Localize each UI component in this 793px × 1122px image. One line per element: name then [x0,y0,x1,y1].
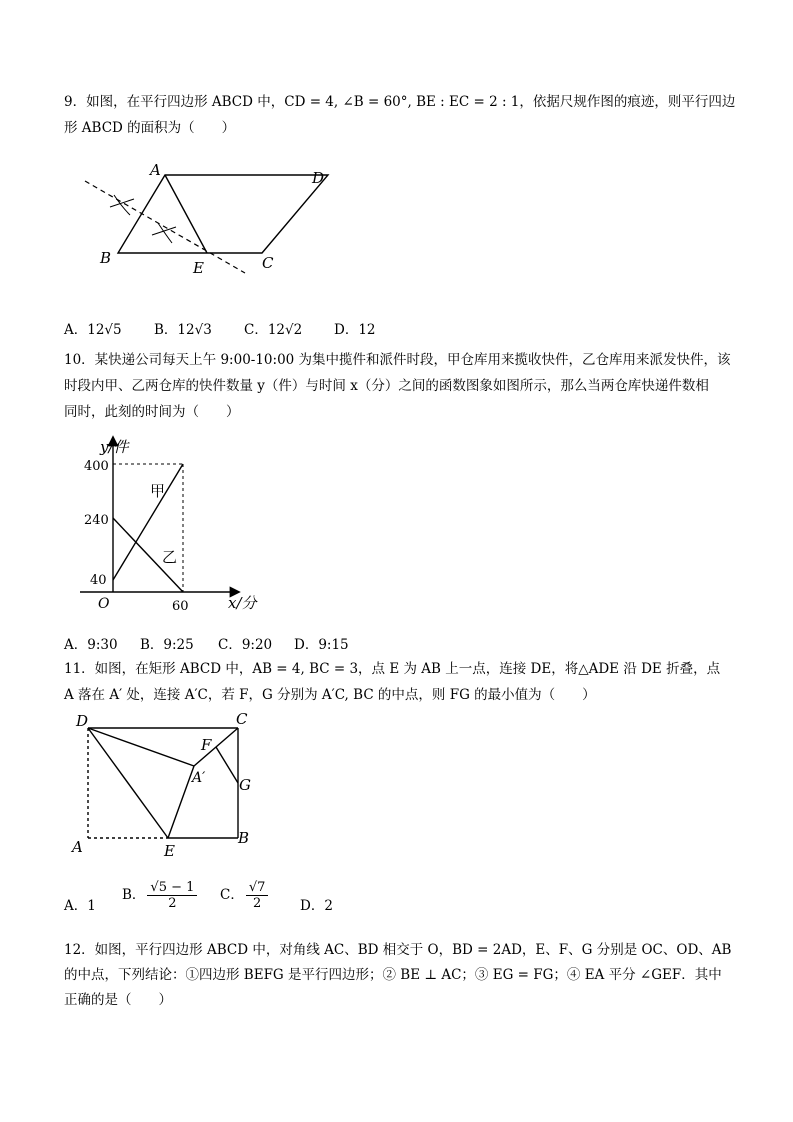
q9-text-line2: 形 ABCD 的面积为（ ） [64,120,236,136]
label-b: B [100,249,112,267]
q10-function-graph [70,430,270,620]
q11-option-d[interactable]: D．2 [300,898,333,914]
tick-240: 240 [84,513,109,528]
parallelogram-abcd [118,175,328,253]
arc-mark-1 [110,195,134,215]
q9-option-a[interactable]: A．12√5 [64,322,122,338]
q11-text-line2: A 落在 A′ 处，连接 A′C，若 F，G 分别为 A′C, BC 的中点，则 FG 的最小值为（ ） [64,687,596,703]
series-yi-label: 乙 [162,548,178,566]
q11-option-b[interactable] [122,880,199,911]
label-a-prime: A′ [192,770,206,786]
y-axis-label: y/件 [100,438,129,456]
fraction-numerator: √5 − 1 [147,880,197,896]
q12-text-line1: 12．如图，平行四边形 ABCD 中，对角线 AC、BD 相交于 O，BD = 2AD，E、F、G 分别是 OC、OD、AB [64,942,732,958]
fraction-denominator: 2 [252,896,262,911]
q9-option-b[interactable]: B．12√3 [154,322,212,338]
q11-rectangle-figure [66,708,266,863]
label-g: G [239,776,251,794]
q11-text-line1: 11．如图，在矩形 ABCD 中，AB = 4, BC = 3，点 E 为 AB 上一点，连接 DE，将△ADE 沿 DE 折叠，点 [64,661,721,677]
q9-option-c[interactable]: C．12√2 [244,322,303,338]
x-axis-label: x/分 [228,594,257,612]
q11-option-b-prefix: B． [122,887,146,903]
q12-text-line3: 正确的是（ ） [64,992,172,1008]
q10-text-line1: 10．某快递公司每天上午 9:00-10:00 为集中揽件和派件时段，甲仓库用来揽收快件，乙仓库用来派发快件，该 [64,352,731,368]
q9-parallelogram-figure [80,155,340,280]
segment-de [88,728,168,838]
series-jia-label: 甲 [150,482,166,500]
q11-option-c-fraction [246,880,269,911]
label-a: A [72,838,83,856]
label-a: A [150,161,161,179]
segment-a-prime-e [168,766,194,838]
q11-option-c-prefix: C． [220,887,244,903]
label-d: D [76,712,89,730]
q10-text-line2: 时段内甲、乙两仓库的快件数量 y（件）与时间 x（分）之间的函数图象如图所示，那么当两仓库快递件数相 [64,378,709,394]
fraction-numerator: √7 [246,880,269,896]
tick-60: 60 [172,599,189,614]
segment-da-prime [88,728,194,766]
label-e: E [193,259,204,277]
tick-400: 400 [84,459,109,474]
q10-option-c[interactable]: C．9:20 [218,637,273,653]
q9-option-d[interactable]: D．12 [334,322,376,338]
q11-option-a[interactable]: A．1 [64,898,96,914]
q10-option-a[interactable]: A．9:30 [64,637,118,653]
label-b: B [238,829,250,847]
fraction-denominator: 2 [168,896,177,911]
label-f: F [201,736,212,754]
q10-text-line3: 同时，此刻的时间为（ ） [64,404,240,420]
label-c: C [262,254,274,272]
label-d: D [312,169,325,187]
segment-fg [216,747,238,783]
q10-option-d[interactable]: D．9:15 [294,637,349,653]
q10-option-b[interactable]: B．9:25 [140,637,194,653]
q11-option-b-fraction [147,880,197,911]
label-c: C [236,710,248,728]
q12-text-line2: 的中点，下列结论：①四边形 BEFG 是平行四边形；② BE ⊥ AC；③ EG = FG；④ EA 平分 ∠GEF．其中 [64,967,722,983]
q9-text-line1: 9．如图，在平行四边形 ABCD 中，CD = 4, ∠B = 60°, BE : EC = 2 : 1，依据尺规作图的痕迹，则平行四边 [64,94,736,110]
label-e: E [164,842,175,860]
origin-label: O [98,596,110,612]
q11-option-c[interactable] [220,880,270,911]
tick-40: 40 [90,573,107,588]
